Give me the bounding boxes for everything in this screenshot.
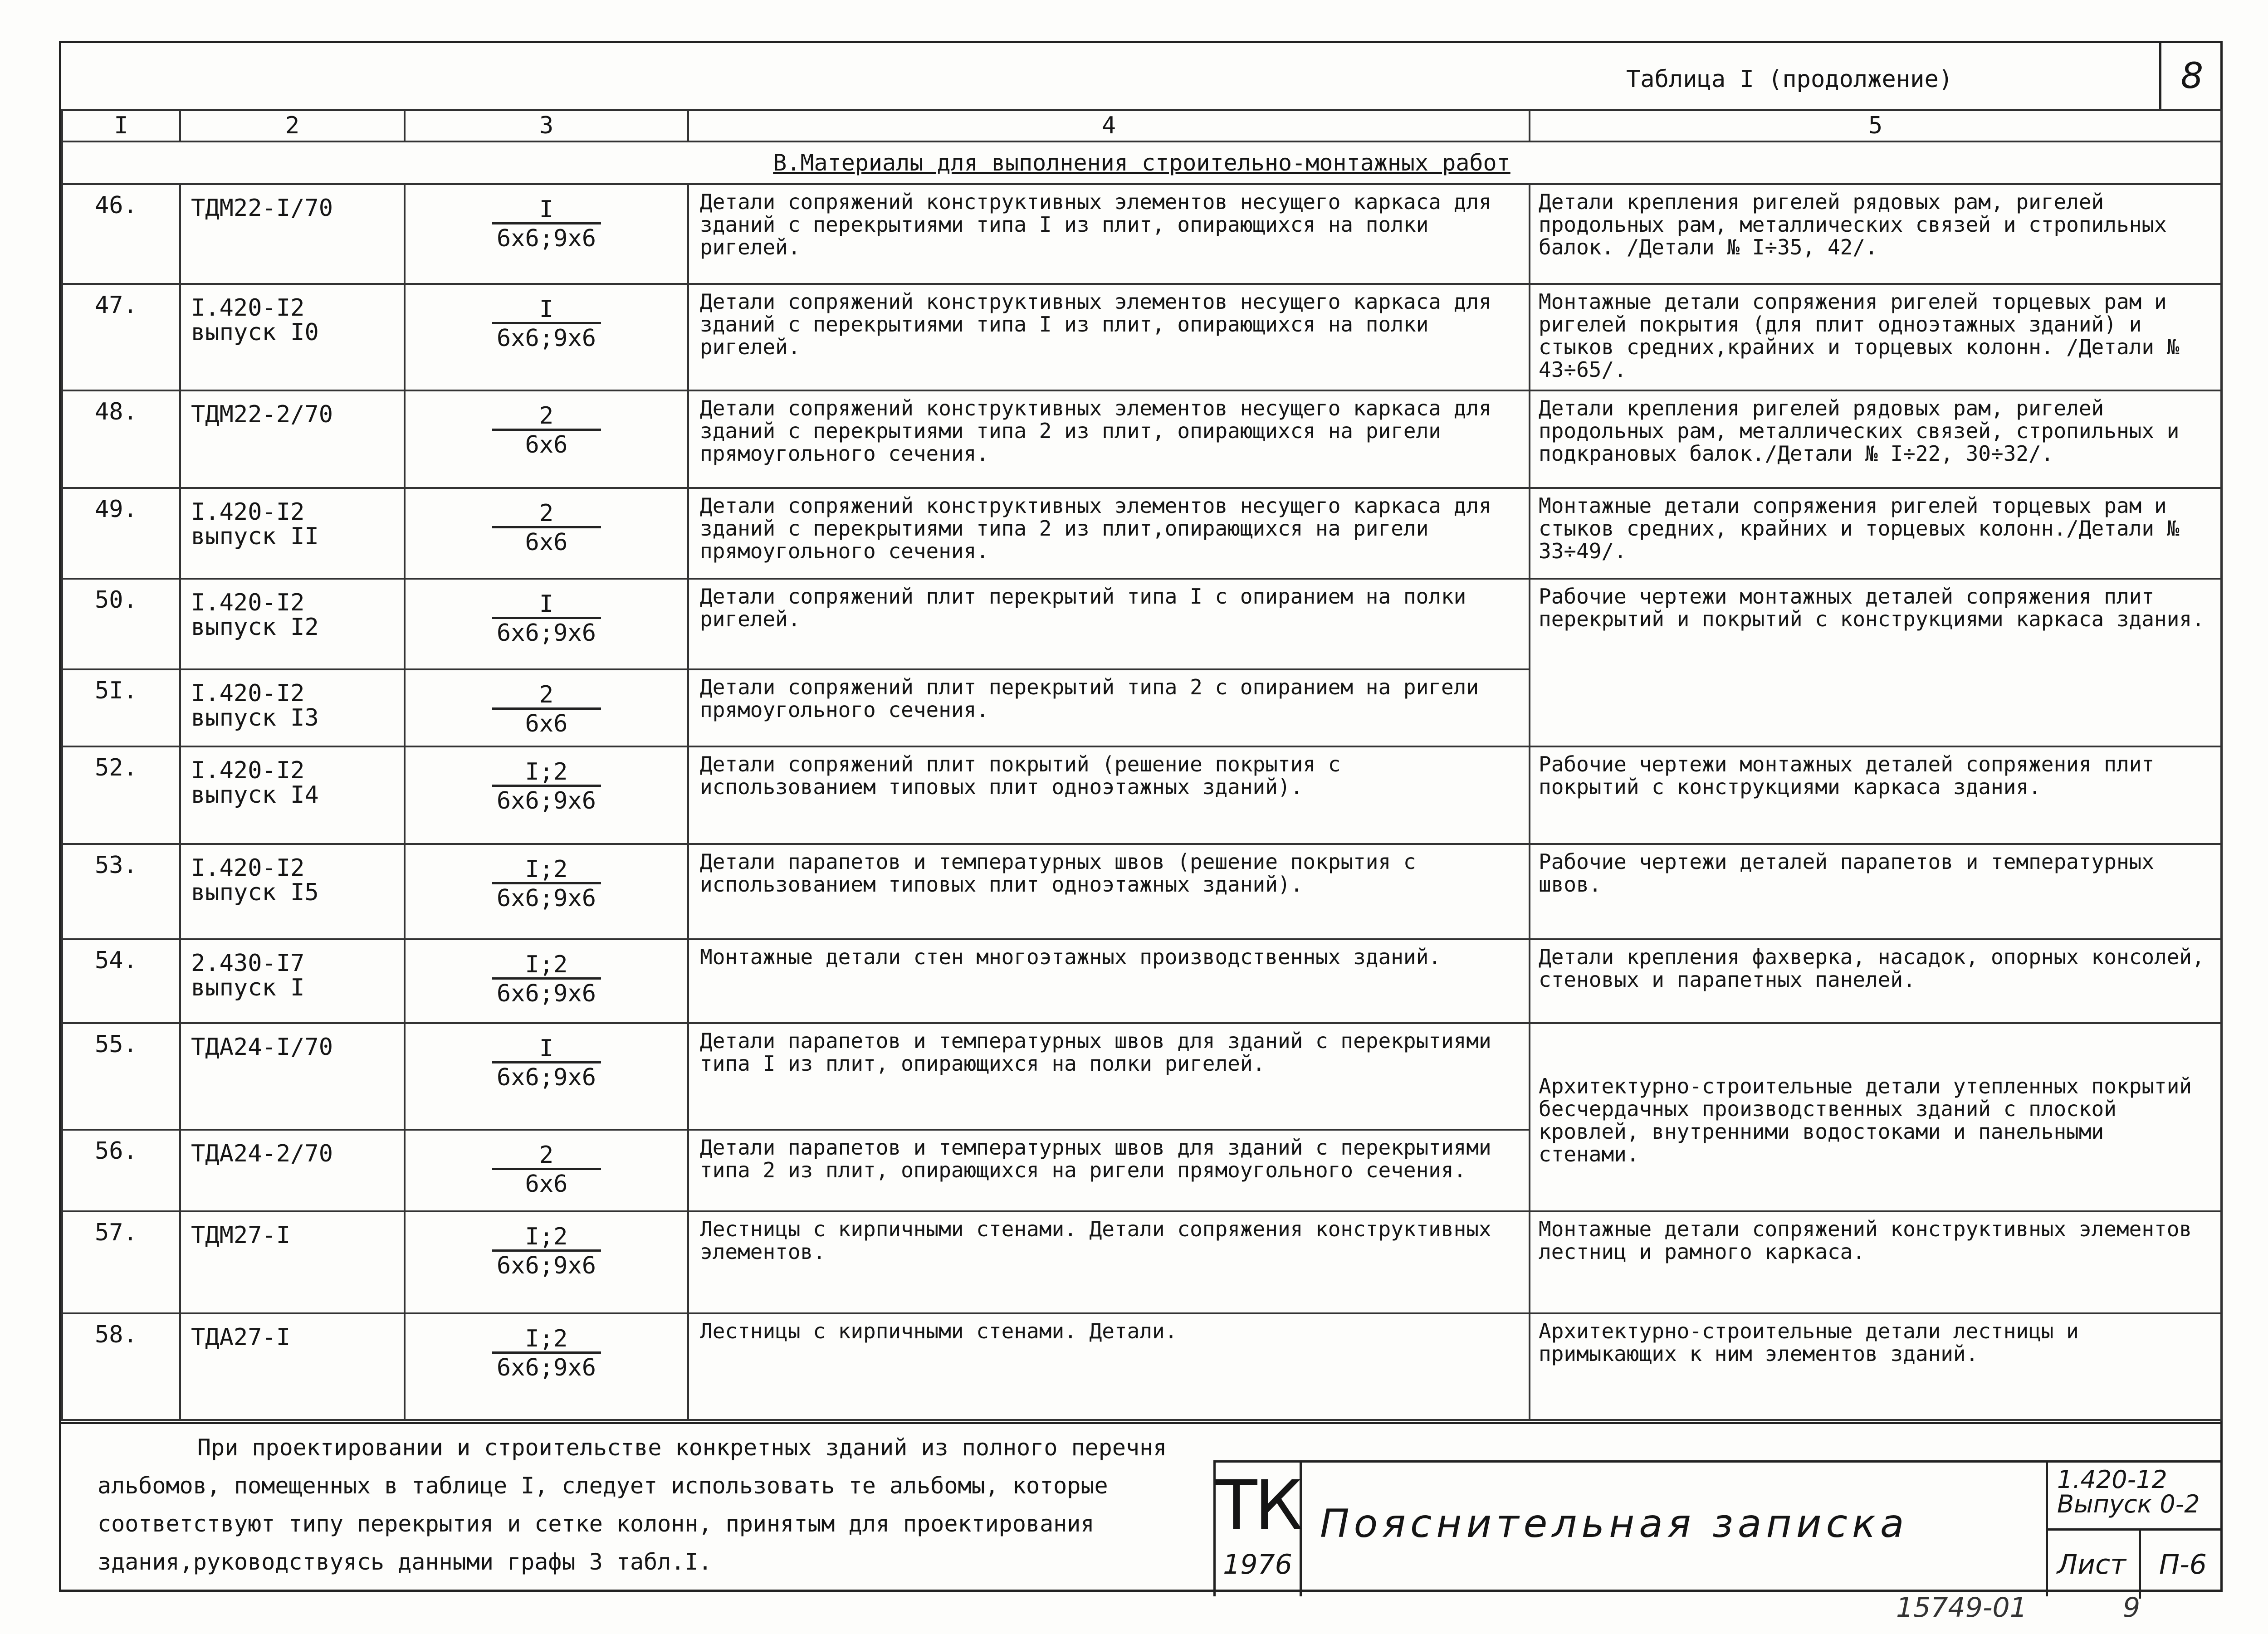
row-number: 52. [62,746,180,844]
floor-type: I;2 [492,1224,601,1252]
document-sheet [59,41,2223,1592]
sheet-label: Лист [2057,1549,2126,1580]
floor-type-grid [405,284,688,390]
floor-type: 2 [492,682,601,710]
column-grid: 6х6;9х6 [496,1064,596,1091]
column-grid: 6х6;9х6 [496,619,596,647]
album-code: ТДА27-I [180,1313,405,1420]
floor-type: I [492,591,601,619]
album-contents: Детали крепления ригелей рядовых рам, ригелей продольных рам, металлических связей, стропильных и подкрановых балок./Детали № I÷22, 30÷32/. [1530,390,2221,488]
floor-type-grid [405,579,688,669]
column-grid: 6х6;9х6 [496,225,596,252]
row-number: 53. [62,844,180,939]
table-caption: Таблица I (продолжение) [1626,66,1953,93]
row-number: 48. [62,390,180,488]
floor-type: I;2 [492,1326,601,1354]
floor-type: 2 [492,1142,601,1170]
table-row [62,579,2221,669]
section-title: В.Материалы для выполнения строительно-монтажных работ [773,150,1510,176]
document-title: Пояснительная записка [1320,1501,1909,1546]
table-row [62,184,2221,284]
album-contents: Детали крепления фахверка, насадок, опорных консолей, стеновых и парапетных панелей. [1530,939,2221,1023]
album-contents: Архитектурно-строительные детали утепленных покрытий бесчердачных производственных зданий с плоской кровлей, внутренними водостоками и панельными стенами. [1530,1023,2221,1211]
album-code: ТДМ22-2/70 [180,390,405,488]
column-grid: 6х6;9х6 [496,980,596,1007]
album-code: 2.430-I7 выпуск I [180,939,405,1023]
album-code: I.420-I2 выпуск I2 [180,579,405,669]
floor-type: 2 [492,501,601,528]
row-number: 47. [62,284,180,390]
floor-type: I;2 [492,857,601,884]
floor-type: I [492,1036,601,1063]
page-number: 8 [2159,43,2223,109]
row-number: 5I. [62,669,180,746]
column-grid: 6х6;9х6 [496,1354,596,1381]
floor-type-grid [405,939,688,1023]
floor-type: I [492,197,601,224]
series-issue: Выпуск 0-2 [2057,1490,2200,1518]
table-row [62,939,2221,1023]
floor-type: 2 [492,403,601,431]
row-number: 56. [62,1130,180,1211]
album-contents: Рабочие чертежи монтажных деталей сопряжения плит перекрытий и покрытий с конструкциями каркаса здания. [1530,579,2221,746]
footer [61,1422,2220,1596]
floor-type: I;2 [492,759,601,787]
album-description: Детали парапетов и температурных швов для зданий с перекрытиями типа 2 из плит, опирающихся на ригели прямоугольного сечения. [688,1130,1530,1211]
album-code: ТДМ27-I [180,1211,405,1313]
column-grid: 6х6 [525,529,568,556]
floor-type: I [492,297,601,324]
series-block [2046,1463,2223,1596]
section-row [62,141,2221,184]
archive-number: 15749-01 [1896,1592,2027,1624]
series-code: 1.420-12 [2057,1465,2167,1494]
album-contents: Архитектурно-строительные детали лестницы и примыкающих к ним элементов зданий. [1530,1313,2221,1420]
organization-logo [1216,1463,1302,1596]
album-description: Монтажные детали стен многоэтажных производственных зданий. [688,939,1530,1023]
row-number: 54. [62,939,180,1023]
album-description: Детали сопряжений плит покрытий (решение покрытия с использованием типовых плит одноэтажных зданий). [688,746,1530,844]
row-number: 49. [62,488,180,579]
table-row [62,1313,2221,1420]
album-code: I.420-I2 выпуск I0 [180,284,405,390]
floor-type-grid [405,669,688,746]
column-number: 4 [688,110,1530,141]
album-code: I.420-I2 выпуск II [180,488,405,579]
floor-type-grid [405,1211,688,1313]
table-header-bar [61,43,2220,111]
materials-table [61,109,2222,1421]
archive-page: 9 [2123,1592,2141,1624]
column-grid: 6х6 [525,1171,568,1198]
floor-type-grid [405,1313,688,1420]
column-grid: 6х6;9х6 [496,1252,596,1279]
album-contents: Монтажные детали сопряжения ригелей торцевых рам и ригелей покрытия (для плит одноэтажных зданий) и стыков средних,крайних и торцевых колонн. /Детали № 43÷65/. [1530,284,2221,390]
album-code: I.420-I2 выпуск I4 [180,746,405,844]
album-code: I.420-I2 выпуск I5 [180,844,405,939]
album-contents: Рабочие чертежи монтажных деталей сопряжения плит покрытий с конструкциями каркаса здания. [1530,746,2221,844]
album-description: Лестницы с кирпичными стенами. Детали. [688,1313,1530,1420]
floor-type-grid [405,746,688,844]
table-row [62,390,2221,488]
album-description: Детали парапетов и температурных швов (решение покрытия с использованием типовых плит одноэтажных зданий). [688,844,1530,939]
album-contents: Монтажные детали сопряжений конструктивных элементов лестниц и рамного каркаса. [1530,1211,2221,1313]
row-number: 50. [62,579,180,669]
album-description: Лестницы с кирпичными стенами. Детали сопряжения конструктивных элементов. [688,1211,1530,1313]
title-block [1213,1460,2220,1596]
column-number: 2 [180,110,405,141]
sheet-number: П-6 [2139,1531,2225,1599]
column-grid: 6х6;9х6 [496,885,596,912]
logo-year: 1976 [1223,1549,1292,1580]
table-row [62,1211,2221,1313]
album-description: Детали парапетов и температурных швов для зданий с перекрытиями типа I из плит, опирающихся на полки ригелей. [688,1023,1530,1130]
album-description: Детали сопряжений конструктивных элементов несущего каркаса для зданий с перекрытиями типа I из плит, опирающихся на полки ригелей. [688,284,1530,390]
column-grid: 6х6 [525,431,568,458]
floor-type: I;2 [492,952,601,980]
table-row [62,746,2221,844]
row-number: 46. [62,184,180,284]
album-description: Детали сопряжений конструктивных элементов несущего каркаса для зданий с перекрытиями типа I из плит, опирающихся на полки ригелей. [688,184,1530,284]
album-code: I.420-I2 выпуск I3 [180,669,405,746]
album-description: Детали сопряжений конструктивных элементов несущего каркаса для зданий с перекрытиями типа 2 из плит, опирающихся на ригели прямоугольного сечения. [688,390,1530,488]
column-grid: 6х6;9х6 [496,787,596,815]
logo-mark: ТК [1216,1466,1300,1545]
column-number: 5 [1530,110,2221,141]
floor-type-grid [405,1130,688,1211]
floor-type-grid [405,844,688,939]
column-number: I [62,110,180,141]
album-contents: Рабочие чертежи деталей парапетов и температурных швов. [1530,844,2221,939]
album-description: Детали сопряжений конструктивных элементов несущего каркаса для зданий с перекрытиями типа 2 из плит,опирающихся на ригели прямоугольного сечения. [688,488,1530,579]
table-row [62,844,2221,939]
album-description: Детали сопряжений плит перекрытий типа 2 с опиранием на ригели прямоугольного сечения. [688,669,1530,746]
column-grid: 6х6;9х6 [496,325,596,352]
row-number: 57. [62,1211,180,1313]
floor-type-grid [405,488,688,579]
column-grid: 6х6 [525,710,568,737]
floor-type-grid [405,184,688,284]
album-contents: Монтажные детали сопряжения ригелей торцевых рам и стыков средних, крайних и торцевых колонн./Детали № 33÷49/. [1530,488,2221,579]
table-row [62,1023,2221,1130]
table-row [62,488,2221,579]
footer-paragraph: При проектировании и строительстве конкретных зданий из полного перечня альбомов, помещенных в таблице I, следует использовать те альбомы, которые соответствуют типу перекрытия и сетке колонн, принятым для проектирования здания,руководствуясь данными графы 3 табл.I. [98,1434,1167,1575]
floor-type-grid [405,1023,688,1130]
table-row [62,284,2221,390]
floor-type-grid [405,390,688,488]
album-code: ТДМ22-I/70 [180,184,405,284]
album-code: ТДА24-I/70 [180,1023,405,1130]
row-number: 55. [62,1023,180,1130]
album-code: ТДА24-2/70 [180,1130,405,1211]
album-contents: Детали крепления ригелей рядовых рам, ригелей продольных рам, металлических связей и стропильных балок. /Детали № I÷35, 42/. [1530,184,2221,284]
column-number: 3 [405,110,688,141]
column-number-row [62,110,2221,141]
footer-note [98,1429,1241,1581]
sheet-row [2048,1528,2223,1599]
row-number: 58. [62,1313,180,1420]
album-description: Детали сопряжений плит перекрытий типа I с опиранием на полки ригелей. [688,579,1530,669]
